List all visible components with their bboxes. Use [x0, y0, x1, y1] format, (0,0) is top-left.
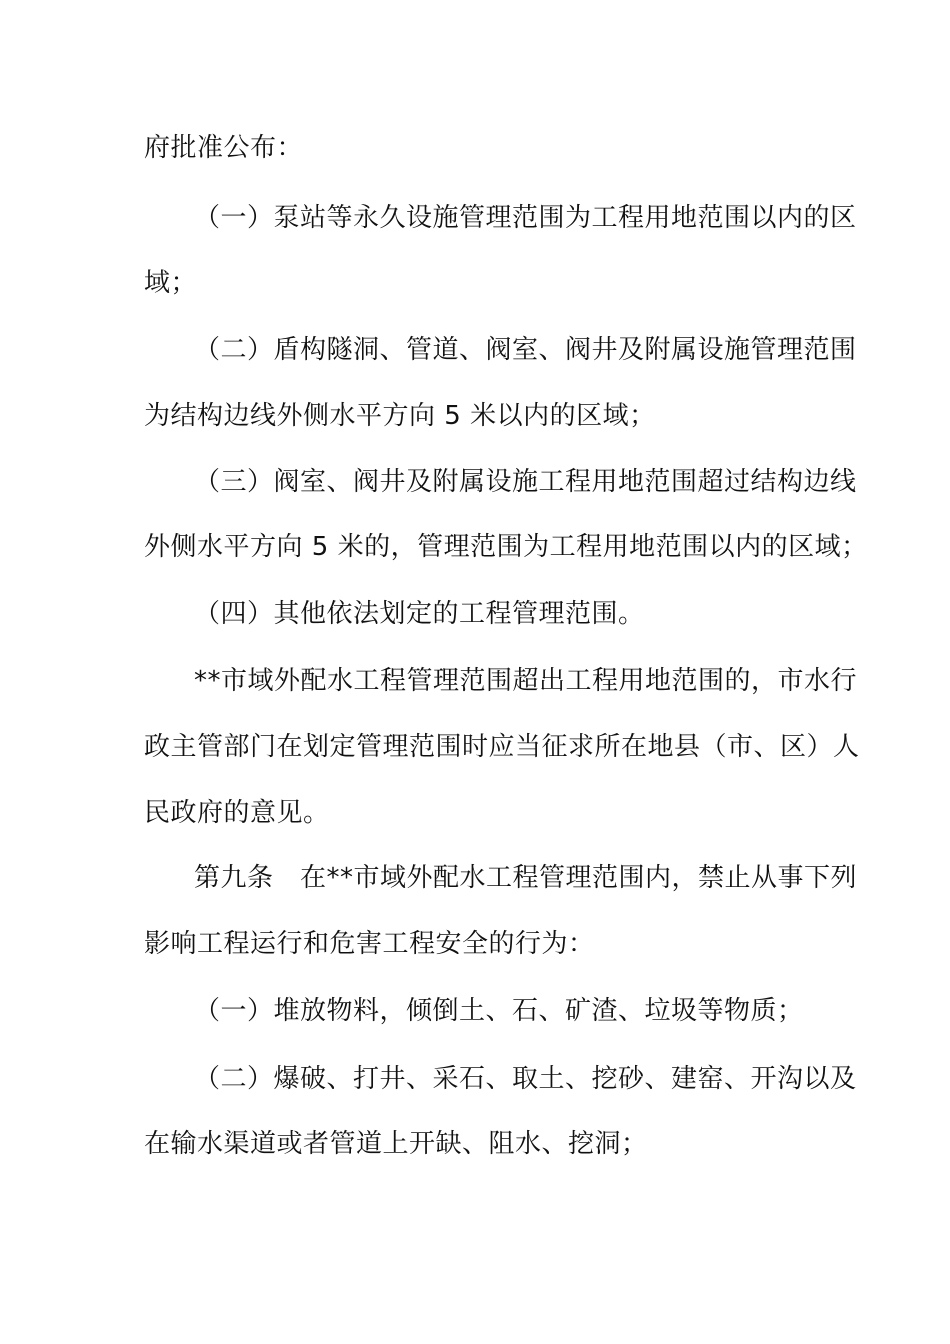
text-line-10: 政主管部门在划定管理范围时应当征求所在地县（市、区）人: [144, 732, 860, 762]
text-line-4: （二）盾构隧洞、管道、阀室、阀井及附属设施管理范围: [194, 335, 857, 365]
text-line-6: （三）阀室、阀井及附属设施工程用地范围超过结构边线: [194, 467, 857, 497]
text-line-1: 府批准公布：: [144, 133, 304, 163]
text-line-7: 外侧水平方向 5 米的，管理范围为工程用地范围以内的区域；: [144, 532, 868, 562]
text-line-12: 第九条 在**市域外配水工程管理范围内，禁止从事下列: [194, 863, 858, 893]
text-line-13: 影响工程运行和危害工程安全的行为：: [144, 929, 595, 959]
text-line-11: 民政府的意见。: [144, 798, 330, 828]
text-line-16: 在输水渠道或者管道上开缺、阻水、挖洞；: [144, 1129, 648, 1159]
text-line-8: （四）其他依法划定的工程管理范围。: [194, 599, 645, 629]
text-line-9: **市域外配水工程管理范围超出工程用地范围的，市水行: [194, 666, 858, 696]
text-line-15: （二）爆破、打井、采石、取土、挖砂、建窑、开沟以及: [194, 1064, 857, 1094]
text-line-5: 为结构边线外侧水平方向 5 米以内的区域；: [144, 401, 656, 431]
text-line-2: （一）泵站等永久设施管理范围为工程用地范围以内的区: [194, 203, 857, 233]
text-line-3: 域；: [144, 268, 198, 298]
text-line-14: （一）堆放物料，倾倒土、石、矿渣、垃圾等物质；: [194, 996, 804, 1026]
